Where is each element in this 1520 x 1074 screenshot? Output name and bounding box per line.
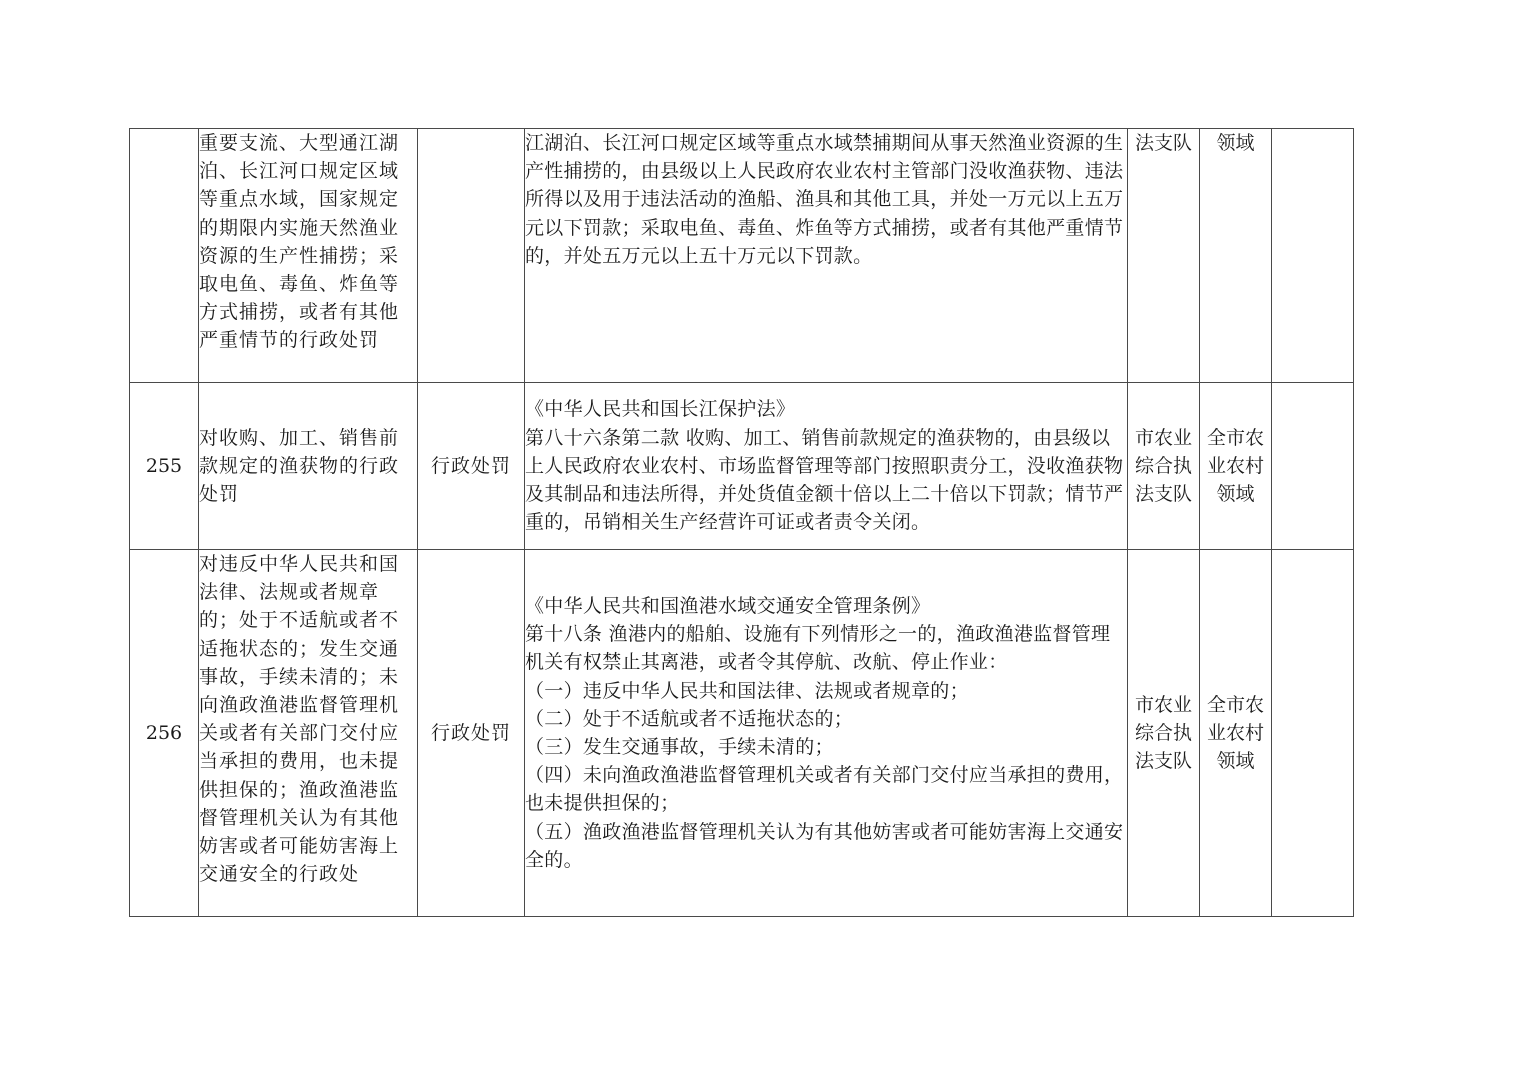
enforcement-dept: 市农业综合执法支队 xyxy=(1128,383,1200,550)
item-type: 行政处罚 xyxy=(418,550,525,917)
remarks xyxy=(1272,129,1354,383)
enforcement-dept: 市农业综合执法支队 xyxy=(1128,550,1200,917)
row-number xyxy=(130,129,199,383)
legal-basis: 《中华人民共和国长江保护法》 第八十六条第二款 收购、加工、销售前款规定的渔获物的，由县级以上人民政府农业农村、市场监督管理等部门按照职责分工，没收渔获物及其制品和违法所得，并处货值金额十倍以上二十倍以下罚款；情节严重的，吊销相关生产经营许可证或者责令关闭。 xyxy=(525,383,1128,550)
penalty-table xyxy=(129,128,1354,917)
legal-basis: 《中华人民共和国渔港水域交通安全管理条例》 第十八条 渔港内的船舶、设施有下列情形之一的，渔政渔港监督管理机关有权禁止其离港，或者令其停航、改航、停止作业： （一）违反中华人民共和国法律、法规或者规章的； （二）处于不适航或者不适拖状态的； （三）发生交通事故，手续未清的； （四）未向渔政渔港监督管理机关或者有关部门交付应当承担的费用，也未提供担保的； （五）渔政渔港监督管理机关认为有其他妨害或者可能妨害海上交通安全的。 xyxy=(525,550,1128,917)
jurisdiction-scope: 领域 xyxy=(1200,129,1272,383)
legal-basis: 江湖泊、长江河口规定区域等重点水域禁捕期间从事天然渔业资源的生产性捕捞的，由县级以上人民政府农业农村主管部门没收渔获物、违法所得以及用于违法活动的渔船、渔具和其他工具，并处一万元以上五万元以下罚款；采取电鱼、毒鱼、炸鱼等方式捕捞，或者有其他严重情节的，并处五万元以上五十万元以下罚款。 xyxy=(525,129,1128,383)
remarks xyxy=(1272,383,1354,550)
table-row xyxy=(130,383,1354,550)
enforcement-dept: 法支队 xyxy=(1128,129,1200,383)
remarks xyxy=(1272,550,1354,917)
item-type xyxy=(418,129,525,383)
item-name: 对违反中华人民共和国法律、法规或者规章的；处于不适航或者不适拖状态的；发生交通事故，手续未清的；未向渔政渔港监督管理机关或者有关部门交付应当承担的费用，也未提供担保的；渔政渔港监督管理机关认为有其他妨害或者可能妨害海上交通安全的行政处 xyxy=(199,550,418,917)
item-name: 重要支流、大型通江湖泊、长江河口规定区域等重点水域，国家规定的期限内实施天然渔业资源的生产性捕捞；采取电鱼、毒鱼、炸鱼等方式捕捞，或者有其他严重情节的行政处罚 xyxy=(199,129,418,383)
item-name: 对收购、加工、销售前款规定的渔获物的行政处罚 xyxy=(199,383,418,550)
table-row xyxy=(130,550,1354,917)
table-row xyxy=(130,129,1354,383)
item-type: 行政处罚 xyxy=(418,383,525,550)
row-number: 256 xyxy=(130,550,199,917)
row-number: 255 xyxy=(130,383,199,550)
jurisdiction-scope: 全市农业农村领域 xyxy=(1200,383,1272,550)
jurisdiction-scope: 全市农业农村领域 xyxy=(1200,550,1272,917)
